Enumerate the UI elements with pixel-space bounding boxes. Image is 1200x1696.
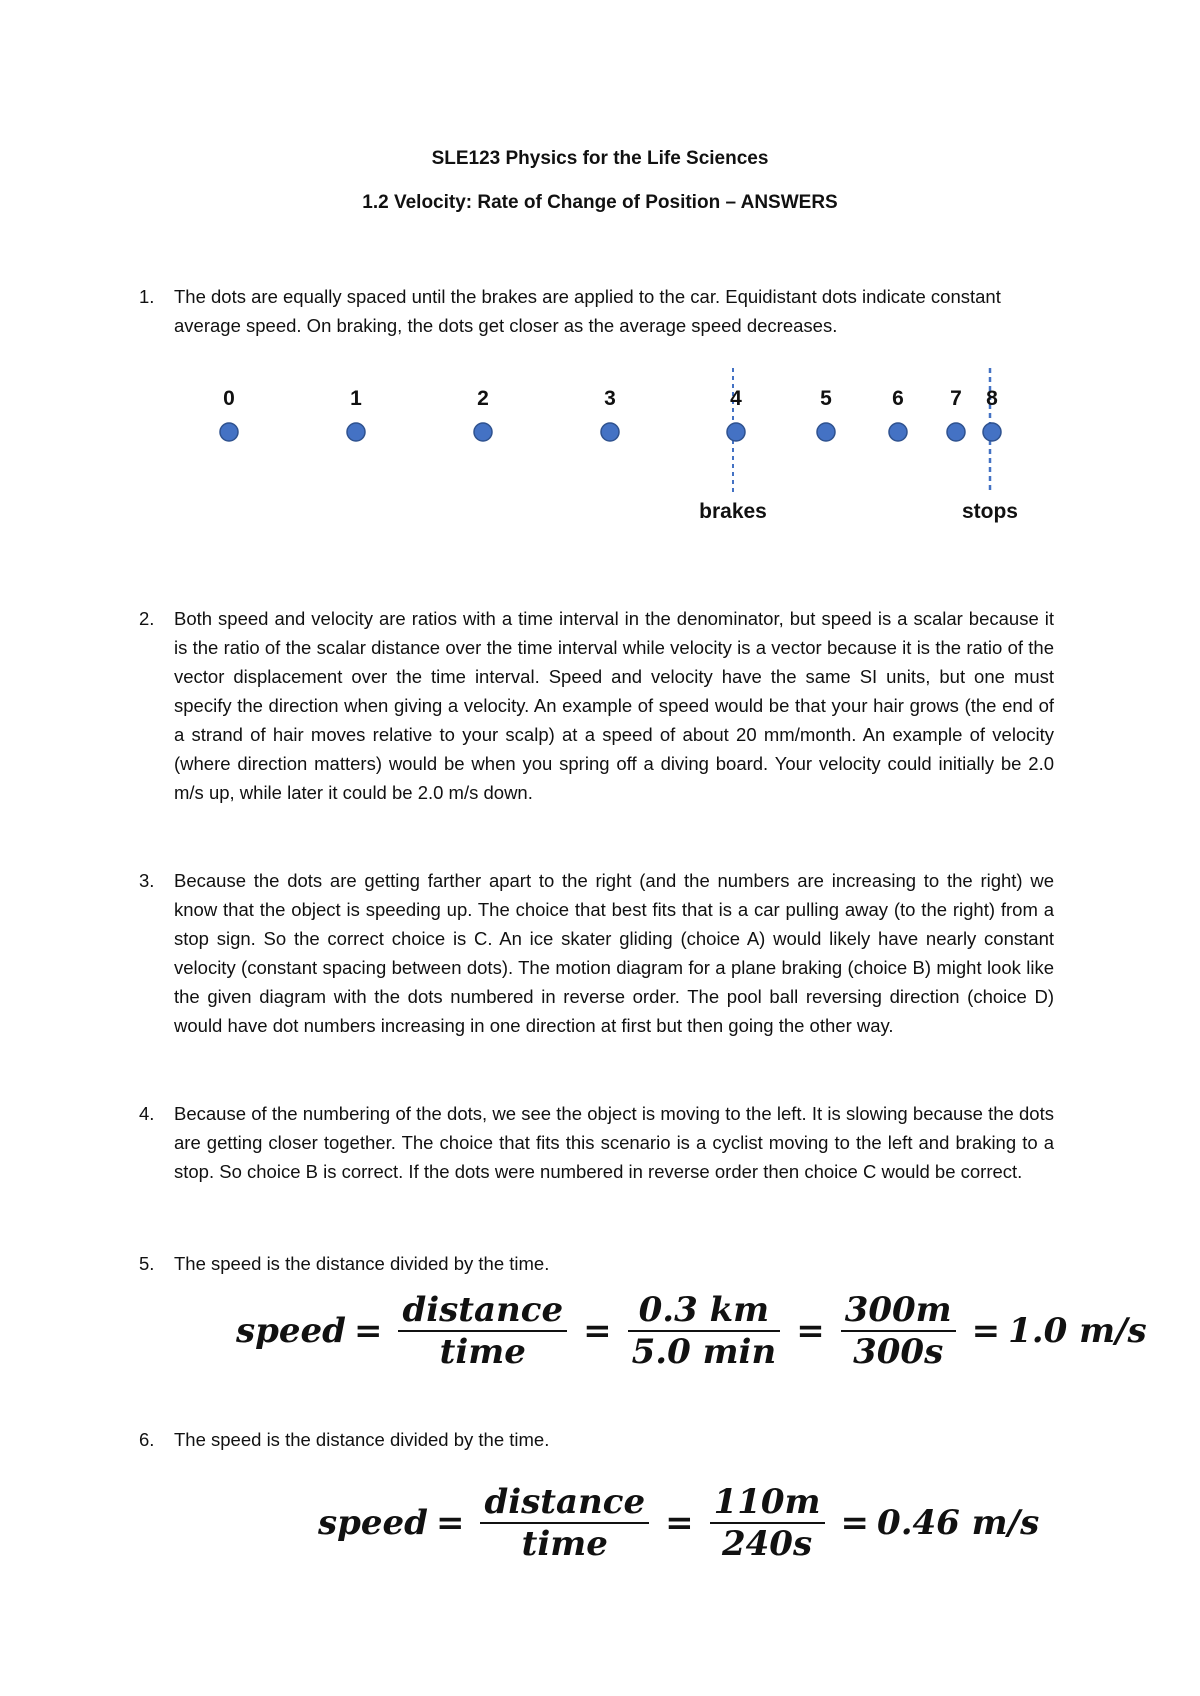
dot-label-7: 7 xyxy=(950,387,962,410)
answer-number: 3. xyxy=(139,870,155,891)
answer-number: 1. xyxy=(139,286,155,307)
numerator: 110m xyxy=(713,1482,821,1522)
equation-lhs: speed xyxy=(236,1311,346,1351)
answer-text: Because of the numbering of the dots, we see the object is moving to the left. It is slowing because the dots are getting closer together. The choice that fits this scenario is a cyclist moving to the left and braking to a stop. So choice B is correct. If the dots were numbered in reverse order then choice C would be correct. xyxy=(174,1103,1054,1182)
motion-dot-5 xyxy=(817,423,835,441)
answer-text: The dots are equally spaced until the brakes are applied to the car. Equidistant dots indicate constant average speed. On braking, the dots get closer as the average speed decreases. xyxy=(174,286,1001,336)
answer-number: 4. xyxy=(139,1103,155,1124)
equals-sign: = xyxy=(583,1311,612,1351)
numerator: distance xyxy=(484,1482,646,1522)
answer-text: Both speed and velocity are ratios with a time interval in the denominator, but speed is a scalar because it is the ratio of the scalar distance over the time interval while velocity is a vector because it is the ratio of the vector displacement over the time interval. Speed and velocity have the same SI units, but one must specify the direction when giving a velocity. An example of speed would be that your hair grows (the end of a strand of hair moves relative to your scalp) at a speed of about 20 mm/month. An example of velocity (where direction matters) would be when you spring off a diving board. Your velocity could initially be 2.0 m/s up, while later it could be 2.0 m/s down. xyxy=(174,608,1054,803)
equals-sign: = xyxy=(353,1311,383,1351)
speed-equation-6 xyxy=(318,1482,1039,1564)
equals-sign: = xyxy=(840,1503,870,1543)
denominator: time xyxy=(521,1524,608,1564)
numerator: distance xyxy=(402,1290,564,1330)
dot-label-8: 8 xyxy=(986,387,998,410)
numerator: 300m xyxy=(844,1290,952,1330)
fraction-km-over-min xyxy=(628,1290,781,1372)
dot-label-4: 4 xyxy=(730,387,742,410)
motion-dot-6 xyxy=(889,423,907,441)
numerator: 0.3 km xyxy=(638,1290,770,1330)
motion-dot-0 xyxy=(220,423,238,441)
fraction-m-over-s xyxy=(710,1482,825,1564)
answer-text: Because the dots are getting farther apart to the right (and the numbers are increasing to the right) we know that the object is speeding up. The choice that best fits that is a car pulling away (to the right) from a stop sign. So the correct choice is C. An ice skater gliding (choice A) would likely have nearly constant velocity (constant spacing between dots). The motion diagram for a plane braking (choice B) might look like the given diagram with the dots numbered in reverse order. The pool ball reversing direction (choice D) would have dot numbers increasing in one direction at first but then going the other way. xyxy=(174,870,1054,1036)
answer-text: The speed is the distance divided by the time. xyxy=(174,1429,550,1450)
section-title: 1.2 Velocity: Rate of Change of Position – ANSWERS xyxy=(362,192,838,213)
answer-5 xyxy=(139,1249,1054,1278)
denominator: time xyxy=(439,1332,526,1372)
fraction-distance-over-time xyxy=(398,1290,567,1372)
answer-number: 2. xyxy=(139,608,155,629)
fraction-distance-over-time xyxy=(480,1482,649,1564)
dot-label-0: 0 xyxy=(223,387,235,410)
dot-label-1: 1 xyxy=(350,387,362,410)
answer-3 xyxy=(139,866,1054,1040)
equals-sign: = xyxy=(435,1503,465,1543)
motion-dot-1 xyxy=(347,423,365,441)
answer-number: 5. xyxy=(139,1253,155,1274)
denominator: 240s xyxy=(721,1524,813,1564)
speed-equation-5 xyxy=(236,1290,1147,1372)
course-title: SLE123 Physics for the Life Sciences xyxy=(431,148,769,169)
motion-dot-2 xyxy=(474,423,492,441)
answer-6 xyxy=(139,1425,1054,1454)
answer-2 xyxy=(139,604,1054,807)
dot-label-2: 2 xyxy=(477,387,489,410)
motion-diagram xyxy=(0,0,1200,560)
stops-label: stops xyxy=(961,500,1019,523)
equals-sign: = xyxy=(796,1311,825,1351)
equation-lhs: speed xyxy=(318,1503,428,1543)
fraction-m-over-s xyxy=(841,1290,956,1372)
answer-number: 6. xyxy=(139,1429,155,1450)
motion-dot-4 xyxy=(727,423,745,441)
motion-dot-3 xyxy=(601,423,619,441)
answer-4 xyxy=(139,1099,1054,1186)
equals-sign: = xyxy=(971,1311,1001,1351)
answer-text: The speed is the distance divided by the time. xyxy=(174,1253,550,1274)
equals-sign: = xyxy=(665,1503,694,1543)
dot-label-6: 6 xyxy=(892,387,904,410)
dot-label-5: 5 xyxy=(820,387,832,410)
equation-result: 1.0 m/s xyxy=(1008,1311,1147,1351)
motion-dot-8 xyxy=(983,423,1001,441)
motion-dot-7 xyxy=(947,423,965,441)
denominator: 300s xyxy=(853,1332,944,1372)
denominator: 5.0 min xyxy=(631,1332,777,1372)
brakes-label: brakes xyxy=(699,500,767,523)
equation-result: 0.46 m/s xyxy=(877,1503,1040,1543)
dot-label-3: 3 xyxy=(604,387,616,410)
